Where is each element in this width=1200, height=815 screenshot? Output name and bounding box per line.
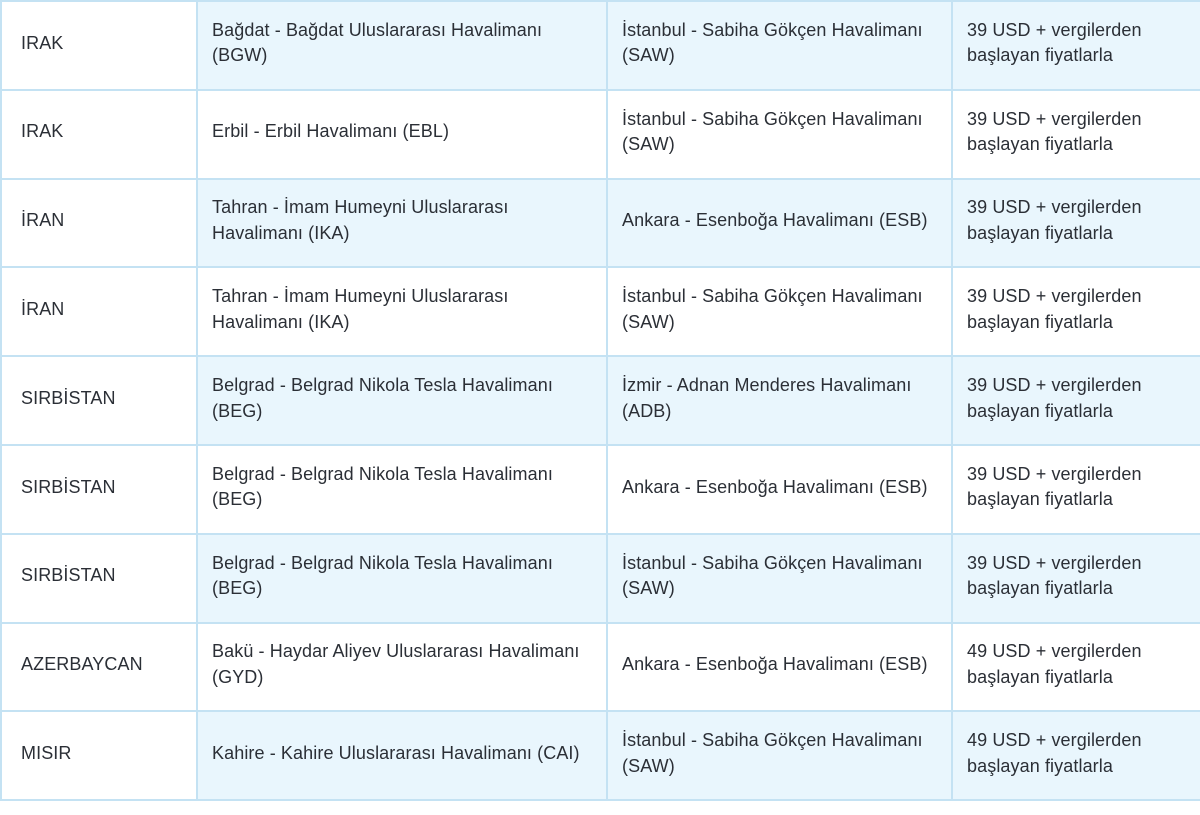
arrival-text: İstanbul - Sabiha Gökçen Havalimanı (SAW)	[622, 19, 923, 66]
country-cell	[1, 267, 197, 356]
country-text: SIRBİSTAN	[21, 476, 116, 497]
country-cell	[1, 1, 197, 90]
arrival-cell	[607, 445, 952, 534]
departure-text: Erbil - Erbil Havalimanı (EBL)	[212, 121, 450, 142]
departure-text: Tahran - İmam Humeyni Uluslararası Havalimanı (IKA)	[212, 197, 509, 243]
arrival-cell	[607, 179, 952, 268]
price-cell	[952, 356, 1200, 445]
arrival-cell	[607, 90, 952, 179]
price-cell	[952, 90, 1200, 179]
arrival-cell	[607, 711, 952, 800]
departure-cell	[197, 90, 607, 179]
country-text: MISIR	[21, 743, 72, 764]
country-cell	[1, 623, 197, 712]
departure-text: Belgrad - Belgrad Nikola Tesla Havalimanı (BEG)	[212, 375, 553, 421]
arrival-text: İstanbul - Sabiha Gökçen Havalimanı (SAW)	[622, 552, 923, 599]
arrival-text: İstanbul - Sabiha Gökçen Havalimanı (SAW)	[622, 730, 923, 776]
price-text: 49 USD + vergilerden başlayan fiyatlarla	[967, 730, 1142, 776]
table-row	[1, 179, 1200, 268]
table-row	[1, 1, 1200, 90]
arrival-cell	[607, 356, 952, 445]
country-cell	[1, 445, 197, 534]
table-row	[1, 711, 1200, 800]
departure-cell	[197, 445, 607, 534]
arrival-text: Ankara - Esenboğa Havalimanı (ESB)	[622, 210, 928, 231]
price-text: 39 USD + vergilerden başlayan fiyatlarla	[967, 197, 1142, 243]
price-cell	[952, 711, 1200, 800]
table-row	[1, 623, 1200, 712]
arrival-text: İstanbul - Sabiha Gökçen Havalimanı (SAW)	[622, 286, 923, 332]
price-cell	[952, 534, 1200, 623]
departure-text: Kahire - Kahire Uluslararası Havalimanı (CAI)	[212, 743, 580, 764]
country-cell	[1, 711, 197, 800]
table-row	[1, 267, 1200, 356]
country-text: SIRBİSTAN	[21, 565, 116, 586]
departure-text: Bakü - Haydar Aliyev Uluslararası Havalimanı (GYD)	[212, 641, 580, 687]
departure-cell	[197, 1, 607, 90]
departure-text: Bağdat - Bağdat Uluslararası Havalimanı (BGW)	[212, 19, 543, 66]
country-cell	[1, 534, 197, 623]
table-row	[1, 90, 1200, 179]
table-row	[1, 445, 1200, 534]
price-cell	[952, 623, 1200, 712]
price-text: 39 USD + vergilerden başlayan fiyatlarla	[967, 463, 1142, 510]
country-text: SIRBİSTAN	[21, 387, 116, 408]
price-text: 39 USD + vergilerden başlayan fiyatlarla	[967, 19, 1142, 66]
arrival-text: Ankara - Esenboğa Havalimanı (ESB)	[622, 476, 928, 497]
price-cell	[952, 179, 1200, 268]
country-text: IRAK	[21, 32, 64, 53]
country-text: IRAK	[21, 121, 64, 142]
price-cell	[952, 445, 1200, 534]
arrival-text: İzmir - Adnan Menderes Havalimanı (ADB)	[622, 375, 912, 421]
country-cell	[1, 179, 197, 268]
country-text: İRAN	[21, 210, 65, 231]
country-cell	[1, 90, 197, 179]
price-cell	[952, 1, 1200, 90]
table-row	[1, 534, 1200, 623]
arrival-cell	[607, 623, 952, 712]
country-text: İRAN	[21, 299, 65, 320]
departure-cell	[197, 623, 607, 712]
departure-cell	[197, 711, 607, 800]
departure-cell	[197, 179, 607, 268]
departure-text: Belgrad - Belgrad Nikola Tesla Havalimanı (BEG)	[212, 463, 553, 510]
arrival-text: Ankara - Esenboğa Havalimanı (ESB)	[622, 654, 928, 675]
arrival-text: İstanbul - Sabiha Gökçen Havalimanı (SAW)	[622, 108, 923, 155]
price-text: 39 USD + vergilerden başlayan fiyatlarla	[967, 552, 1142, 599]
departure-text: Tahran - İmam Humeyni Uluslararası Havalimanı (IKA)	[212, 286, 509, 332]
arrival-cell	[607, 534, 952, 623]
price-text: 49 USD + vergilerden başlayan fiyatlarla	[967, 641, 1142, 687]
departure-cell	[197, 534, 607, 623]
departure-cell	[197, 356, 607, 445]
arrival-cell	[607, 267, 952, 356]
price-text: 39 USD + vergilerden başlayan fiyatlarla	[967, 375, 1142, 421]
price-text: 39 USD + vergilerden başlayan fiyatlarla	[967, 108, 1142, 155]
departure-cell	[197, 267, 607, 356]
country-text: AZERBAYCAN	[21, 654, 143, 675]
arrival-cell	[607, 1, 952, 90]
price-cell	[952, 267, 1200, 356]
country-cell	[1, 356, 197, 445]
table-row	[1, 356, 1200, 445]
departure-text: Belgrad - Belgrad Nikola Tesla Havalimanı (BEG)	[212, 552, 553, 599]
price-text: 39 USD + vergilerden başlayan fiyatlarla	[967, 286, 1142, 332]
